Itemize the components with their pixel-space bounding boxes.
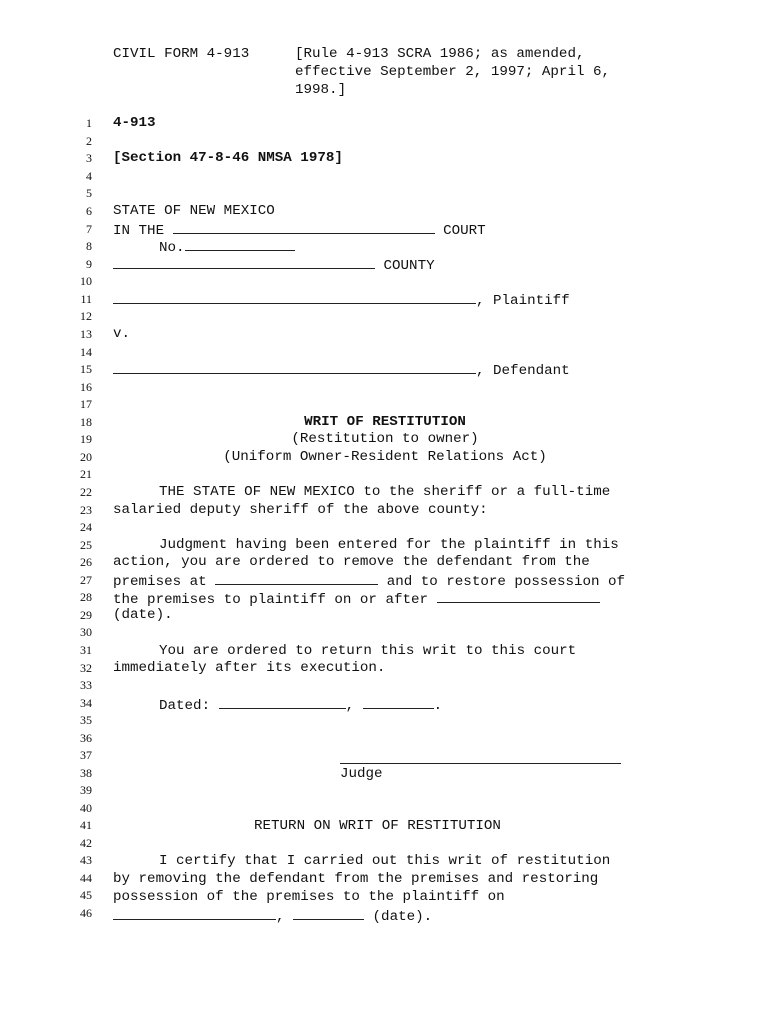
court-line — [113, 220, 486, 238]
line-number: 42 — [80, 836, 92, 850]
defendant-name-blank[interactable] — [113, 360, 476, 374]
plaintiff-label: , Plaintiff — [476, 293, 570, 309]
on-or-after-text: the premises to plaintiff on or after — [113, 592, 429, 608]
line-number: 44 — [80, 871, 92, 885]
line-number: 21 — [80, 467, 92, 481]
dated-line — [113, 695, 442, 713]
county-label: COUNTY — [383, 258, 435, 274]
case-number-blank[interactable] — [185, 237, 295, 251]
line-number: 28 — [80, 590, 92, 604]
versus: v. — [113, 326, 131, 342]
return-title: RETURN ON WRIT OF RESTITUTION — [254, 818, 501, 834]
line-number: 16 — [80, 380, 92, 394]
line-number: 30 — [80, 625, 92, 639]
state-line: STATE OF NEW MEXICO — [113, 203, 275, 219]
line-number: 3 — [86, 151, 92, 165]
judge-label: Judge — [340, 766, 383, 782]
line-number: 38 — [80, 766, 92, 780]
paragraph-4-line-2: by removing the defendant from the premises and restoring — [113, 871, 599, 887]
line-number: 11 — [80, 292, 92, 306]
dated-day-blank[interactable] — [219, 695, 346, 709]
defendant-line — [113, 360, 570, 378]
title-text: WRIT OF RESTITUTION — [304, 414, 466, 430]
paragraph-2-line-1: Judgment having been entered for the plaintiff in this — [159, 537, 619, 553]
dated-comma: , — [345, 698, 355, 714]
line-number: 6 — [86, 204, 92, 218]
document-title — [0, 413, 770, 431]
line-number: 43 — [80, 853, 92, 867]
line-number: 39 — [80, 783, 92, 797]
line-number: 32 — [80, 661, 92, 675]
paragraph-4-line-4 — [113, 906, 432, 924]
premises-at-label: premises at — [113, 574, 207, 590]
line-number: 22 — [80, 485, 92, 499]
line-number: 24 — [80, 520, 92, 534]
plaintiff-line — [113, 290, 570, 308]
paragraph-3-line-1: You are ordered to return this writ to this court — [159, 643, 577, 659]
line-number: 29 — [80, 608, 92, 622]
rule-citation-line-3: 1998.] — [295, 82, 347, 98]
rule-citation-line-2: effective September 2, 1997; April 6, — [295, 64, 611, 80]
line-number: 27 — [80, 573, 92, 587]
subtitle-2 — [0, 448, 770, 466]
line-number: 31 — [80, 643, 92, 657]
line-number: 35 — [80, 713, 92, 727]
line-number: 15 — [80, 362, 92, 376]
county-name-blank[interactable] — [113, 255, 375, 269]
case-number-line — [113, 237, 295, 255]
premises-address-blank[interactable] — [215, 571, 378, 585]
line-number: 26 — [80, 555, 92, 569]
paragraph-2-line-5: (date). — [113, 607, 173, 623]
line-number: 20 — [80, 450, 92, 464]
line-number: 33 — [80, 678, 92, 692]
line-number: 23 — [80, 503, 92, 517]
in-the-label: IN THE — [113, 223, 165, 239]
line-number: 18 — [80, 415, 92, 429]
subtitle-1-text: (Restitution to owner) — [291, 431, 479, 447]
line-number: 25 — [80, 538, 92, 552]
line-number: 12 — [80, 309, 92, 323]
line-number: 34 — [80, 696, 92, 710]
return-comma: , — [276, 909, 285, 925]
paragraph-2-line-3 — [113, 571, 625, 589]
paragraph-1-line-2: salaried deputy sheriff of the above county: — [113, 502, 488, 518]
paragraph-2-line-2: action, you are ordered to remove the defendant from the — [113, 554, 590, 570]
line-number: 46 — [80, 906, 92, 920]
line-number: 13 — [80, 327, 92, 341]
line-number: 40 — [80, 801, 92, 815]
restore-possession-text: and to restore possession of — [386, 574, 626, 590]
line-number: 9 — [86, 257, 92, 271]
possession-date-blank[interactable] — [437, 589, 600, 603]
rule-citation-line-1: [Rule 4-913 SCRA 1986; as amended, — [295, 46, 585, 62]
line-number: 19 — [80, 432, 92, 446]
no-label: No. — [159, 240, 185, 256]
paragraph-2-line-4 — [113, 589, 600, 607]
court-label: COURT — [443, 223, 486, 239]
paragraph-3-line-2: immediately after its execution. — [113, 660, 386, 676]
line-number: 10 — [80, 274, 92, 288]
line-number: 37 — [80, 748, 92, 762]
return-day-blank[interactable] — [113, 906, 276, 920]
line-number: 5 — [86, 186, 92, 200]
paragraph-4-line-1: I certify that I carried out this writ of restitution — [159, 853, 611, 869]
county-line — [113, 255, 435, 273]
line-number: 1 — [86, 116, 92, 130]
statute-citation: [Section 47-8-46 NMSA 1978] — [113, 150, 343, 166]
line-number: 17 — [80, 397, 92, 411]
line-number: 4 — [86, 169, 92, 183]
line-number: 36 — [80, 731, 92, 745]
subtitle-2-text: (Uniform Owner-Resident Relations Act) — [223, 449, 547, 465]
line-number: 8 — [86, 239, 92, 253]
dated-period: . — [433, 698, 443, 714]
subtitle-1 — [0, 430, 770, 448]
return-date-label: (date). — [372, 909, 433, 925]
plaintiff-name-blank[interactable] — [113, 290, 476, 304]
form-label: CIVIL FORM 4-913 — [113, 46, 250, 62]
line-number: 7 — [86, 222, 92, 236]
judge-signature-line[interactable] — [340, 763, 621, 764]
dated-label: Dated: — [159, 698, 211, 714]
line-number: 41 — [80, 818, 92, 832]
dated-year-blank[interactable] — [363, 695, 434, 709]
return-year-blank[interactable] — [293, 906, 364, 920]
line-number: 2 — [86, 134, 92, 148]
paragraph-1-line-1: THE STATE OF NEW MEXICO to the sheriff or a full-time — [159, 484, 611, 500]
line-number: 14 — [80, 345, 92, 359]
form-number: 4-913 — [113, 115, 156, 131]
line-number: 45 — [80, 888, 92, 902]
defendant-label: , Defendant — [476, 363, 570, 379]
court-name-blank[interactable] — [173, 220, 435, 234]
paragraph-4-line-3: possession of the premises to the plaintiff on — [113, 889, 505, 905]
